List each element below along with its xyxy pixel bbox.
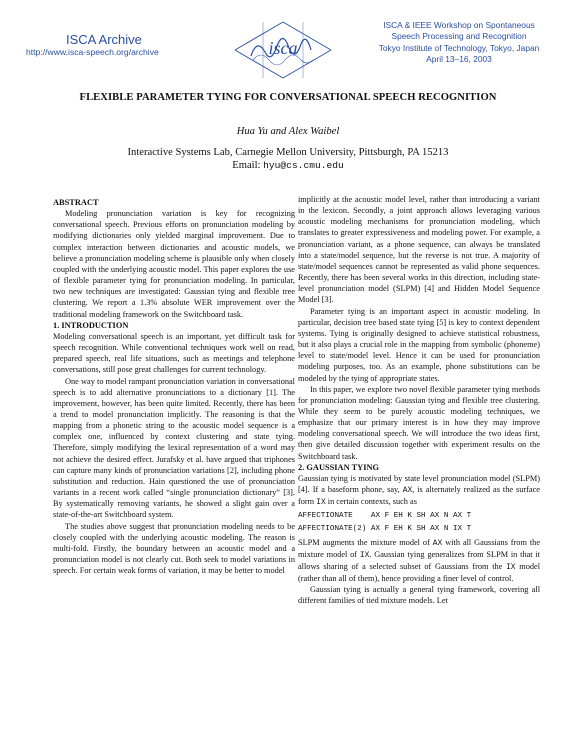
email-line	[0, 160, 576, 171]
right-column	[298, 194, 540, 607]
phone-code: IX	[506, 562, 516, 572]
authors: Hua Yu and Alex Waibel	[236, 126, 340, 137]
phone-code: AX	[402, 486, 413, 496]
text-run: . Gaussian tying generalizes from SLPM in that it allows sharing of a selected subset of Gaussians from the	[298, 549, 540, 571]
abstract-text: Modeling pronunciation variation is key for recognizing conversational speech. Previous efforts on pronunciation modeling by modifying dictionaries only yielded marginal improvement. Due to complex interaction between dictionaries and acoustic models, we believe a pronunciation modeling scheme is plausible only when closely coupled with the underlying acoustic model. This paper explores the use of flexible parameter tying for pronunciation modeling. In particular, two new techniques are investigated: Gaussian tying and flexible tree clustering. We report a 1.3% absolute WER improvement over the traditional modeling framework on the Switchboard task.	[53, 209, 295, 319]
left-column	[53, 197, 295, 576]
isca-logo	[233, 20, 333, 80]
intro-heading: 1. INTRODUCTION	[53, 320, 129, 330]
workshop-line: Speech Processing and Recognition	[391, 31, 527, 42]
intro-paragraph: Parameter tying is an important aspect in acoustic modeling. In particular, decision tree based state tying [5] is key to context dependent systems. Tying is originally designed to achieve statistical robustness, but it also plays a crucial role in the mapping from symbolic (phoneme) level to state/model level. Hence it can be used for pronunciation modeling purposes, too. As an example, phone substitutions can be modeled by the tying of appropriate states.	[298, 306, 540, 383]
phone-code: IX	[316, 498, 326, 508]
text-run: Gaussian tying is motivated by state level pronunciation model (SLPM) [4]. If a baseform phone, say,	[298, 473, 540, 495]
text-run: SLPM augments the mixture model of	[298, 537, 433, 547]
intro-paragraph: One way to model rampant pronunciation variation in conversational speech is to add alternative pronunciations to a dictionary [1]. The improvement, however, has been quite limited. Recently, there has been a trend to model pronunciation implicitly. The reasoning is that the mapping from a phonetic string to the acoustic model sequence is a complex one, influenced by context clustering and state tying. Therefore, simply modifying the lexical representation of a word may not achieve the desired effect. Jurafsky et al. have argued that triphones can capture many kinds of pronunciation variations [2], including phone substitution and reduction. Hain questioned the use of pronunciation variants in a recent work called “single pronunciation dictionary” [3]. By systematically removing variants, he showed a slight gain over a state-of-the-art Switchboard system.	[53, 376, 295, 520]
archive-title: ISCA Archive	[66, 32, 142, 47]
text-run: model (rather than all of them), hence providing a finer level of control.	[298, 561, 540, 584]
affiliation: Interactive Systems Lab, Carnegie Mellon University, Pittsburgh, PA 15213	[127, 147, 449, 158]
text-run: , is alternately realized as the surface form	[298, 485, 540, 507]
workshop-line: ISCA & IEEE Workshop on Spontaneous	[383, 20, 535, 30]
workshop-line: April 13–16, 2003	[426, 54, 492, 65]
email-label: Email:	[232, 160, 261, 171]
gaussian-paragraph	[298, 537, 540, 585]
email-address[interactable]: hyu@cs.cmu.edu	[263, 160, 344, 171]
intro-paragraph: implicitly at the acoustic model level, rather than introducing a variant in the lexicon. Secondly, a joint approach allows leveraging various acoustic modeling mechanisms for pronunciation modeling, which translates to greater expressiveness and modeling power. For example, a pronunciation variant, as a phone sequence, can always be translated into a state/model sequence, but the reverse is not true. A majority of state/model sequences cannot be represented as valid phone sequences. Recently, there has been several works in this direction, including state-level pronunciation model (SLPM) [4] and Hidden Model Sequence Model [3].	[298, 195, 540, 305]
archive-url[interactable]: http://www.isca-speech.org/archive	[26, 47, 159, 57]
lexicon-entry: AFFECTIONATE AX F EH K SH AX N AX T	[298, 512, 472, 521]
intro-paragraph: In this paper, we explore two novel flexible parameter tying methods for pronunciation modeling: Gaussian tying and flexible tree clustering. While they seem to be purely acoustic modeling techniques, we emphasize that our primary interest is in how they may improve modeling conversational speech. We will introduce the two ideas first, then give detailed discussion together with experiment results on the Switchboard task.	[298, 384, 540, 461]
phone-code: IX	[359, 550, 370, 560]
gaussian-paragraph	[298, 473, 540, 508]
intro-paragraph: Modeling conversational speech is an important, yet difficult task for speech recognition. While conventional techniques work well on read, prepared speech, real life situations, such as meetings and telephone conversations, still pose great challenges for current technology.	[53, 331, 295, 375]
gaussian-paragraph: Gaussian tying is actually a general tying framework, covering all different families of tied mixture models. Let	[298, 585, 540, 606]
workshop-info	[362, 20, 556, 66]
workshop-line: Tokyo Institute of Technology, Tokyo, Japan	[378, 42, 540, 53]
intro-paragraph: The studies above suggest that pronunciation modeling needs to be closely coupled with the underlying acoustic modeling. The reason is multi-fold. Firstly, the boundary between an acoustic model and a pronunciation model is not clearly cut. Both seek to model variations in speech. For certain weak forms of variation, it may be better to model	[53, 521, 295, 576]
text-run: with all Gaussians from the mixture model of	[298, 537, 541, 559]
abstract-heading: ABSTRACT	[53, 198, 99, 207]
paper-title: FLEXIBLE PARAMETER TYING FOR CONVERSATIONAL SPEECH RECOGNITION	[79, 92, 497, 103]
logo-text: isca	[268, 38, 298, 58]
lexicon-entry: AFFECTIONATE(2) AX F EH K SH AX N IX T	[298, 524, 472, 533]
gaussian-heading: 2. GAUSSIAN TYING	[298, 462, 380, 472]
phone-code: AX	[432, 538, 443, 548]
text-run: in certain contexts, such as	[325, 497, 417, 507]
